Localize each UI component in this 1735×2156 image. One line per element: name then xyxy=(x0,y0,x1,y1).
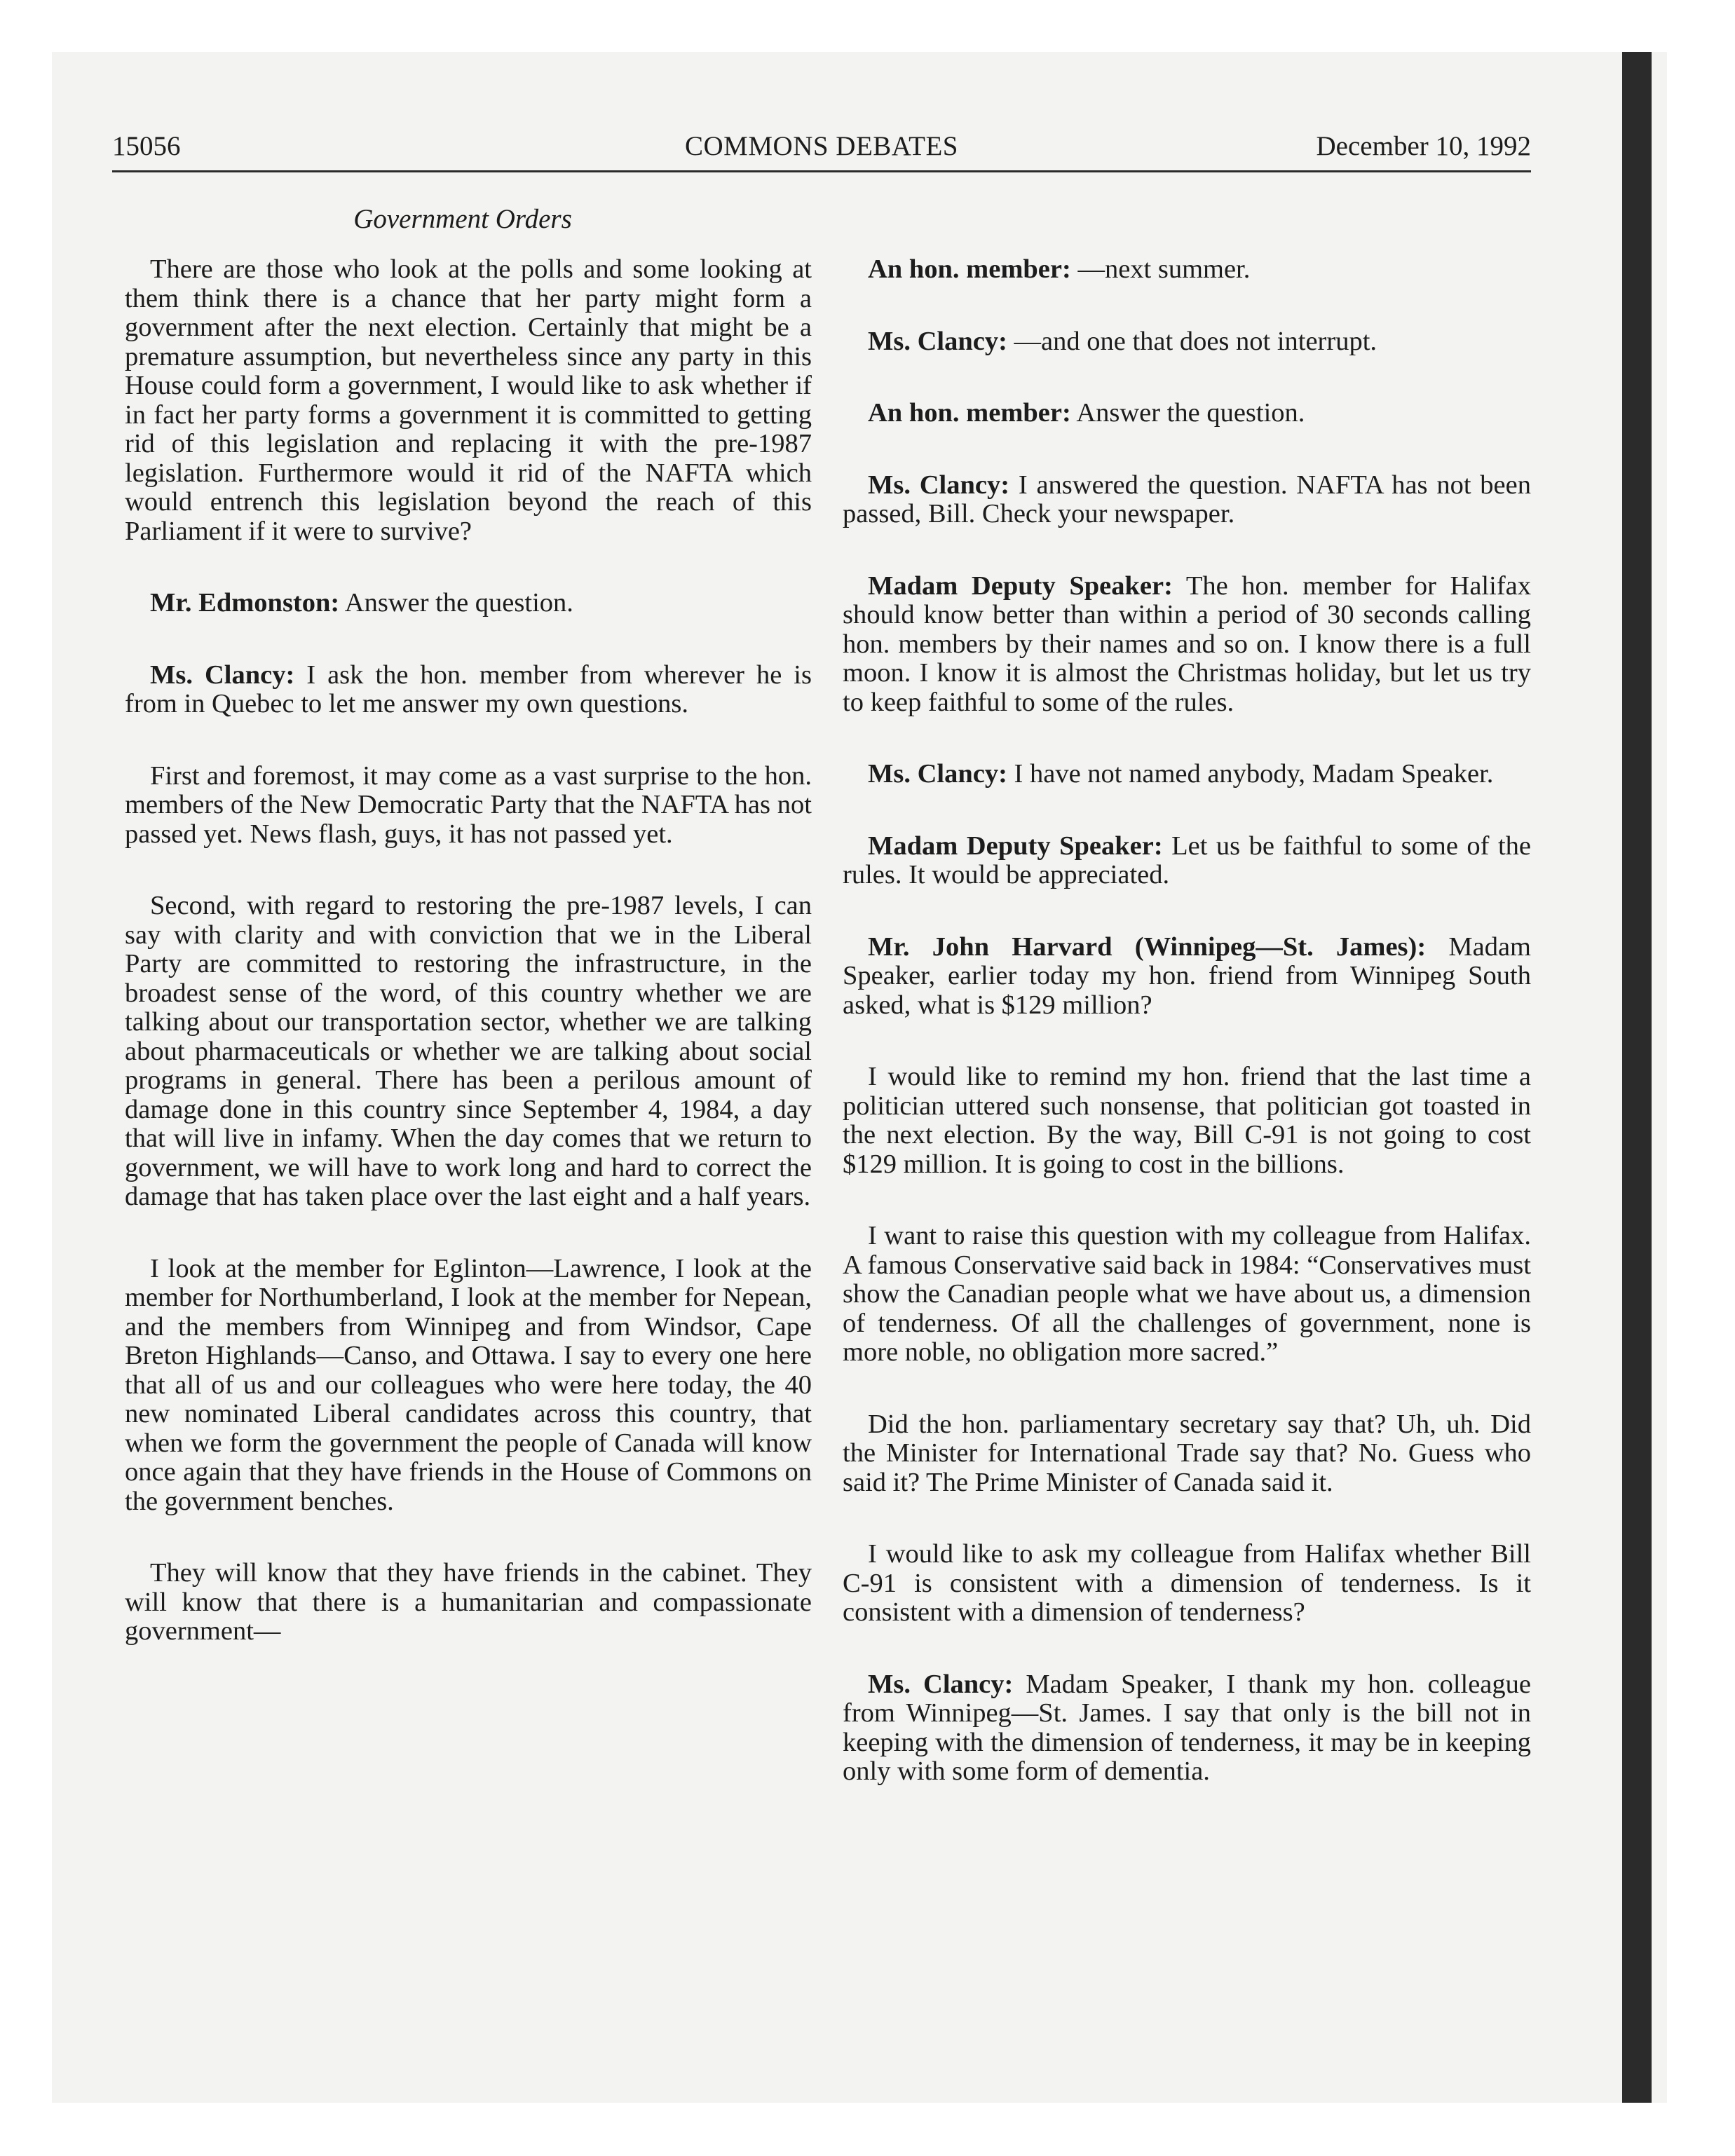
paragraph xyxy=(843,760,1531,789)
speaker-name: Mr. John Harvard (Winnipeg—St. James): xyxy=(868,932,1427,962)
paragraph xyxy=(125,589,812,618)
paragraph xyxy=(843,832,1531,890)
speech-text: Madam Speaker, earlier today my hon. friend from Winnipeg South asked, what is $129 million? xyxy=(843,932,1531,1020)
paragraph xyxy=(843,1063,1531,1179)
speech-text: Second, with regard to restoring the pre-1987 levels, I can say with clarity and with conviction that we in the Liberal Party are committed to restoring the infrastructure, in the broadest sense of the word, of this country whether we are talking about our transportation sector, whether we are talking about pharmaceuticals or whether we are talking about social programs in general. There has been a perilous amount of damage done in this country since September 4, 1984, a day that will live in infamy. When the day comes that we return to government, we will have to work long and hard to correct the damage that has taken place over the last eight and a half years. xyxy=(125,891,812,1211)
speech-text: I look at the member for Eglinton—Lawrence, I look at the member for Northumberland, I look at the member for Nepean, and the members from Winnipeg and from Windsor, Cape Breton Highlands—Canso, and Ottawa. I say to every one here that all of us and our colleagues who were here today, the 40 new nominated Liberal candidates across this country, that when we form the government the people of Canada will know once again that they have friends in the House of Commons on the government benches. xyxy=(125,1253,812,1516)
speech-text: Madam Speaker, I thank my hon. colleague from Winnipeg—St. James. I say that only is the bill not in keeping with the dimension of tenderness, it may be in keeping only with some form of dementia. xyxy=(843,1669,1531,1786)
speech-text: The hon. member for Halifax should know better than within a period of 30 seconds calling hon. members by their names and so on. I know there is a full moon. I know it is almost the Christmas holiday, but let us try to keep faithful to some of the rules. xyxy=(843,571,1531,717)
speech-text: They will know that they have friends in the cabinet. They will know that there is a humanitarian and compassionate government— xyxy=(125,1558,812,1646)
speech-text: I answered the question. NAFTA has not been passed, Bill. Check your newspaper. xyxy=(843,470,1531,528)
right-column xyxy=(843,255,1531,1787)
paragraph xyxy=(125,762,812,850)
speech-text: I would like to ask my colleague from Halifax whether Bill C-91 is consistent with a dimension of tenderness. Is it consistent with a dimension of tenderness? xyxy=(843,1539,1531,1627)
scan-edge-shadow xyxy=(1622,52,1652,2103)
speaker-name: An hon. member: xyxy=(868,398,1071,428)
speaker-name: An hon. member: xyxy=(868,254,1071,284)
paragraph xyxy=(843,572,1531,718)
publication-title: COMMONS DEBATES xyxy=(685,131,958,161)
speaker-name: Ms. Clancy: xyxy=(150,660,295,690)
paragraph xyxy=(843,1222,1531,1367)
speech-text: Did the hon. parliamentary secretary say that? Uh, uh. Did the Minister for International Trade say that? No. Guess who said it? The Prime Minister of Canada said it. xyxy=(843,1409,1531,1497)
paragraph xyxy=(843,1670,1531,1787)
paragraph xyxy=(843,1410,1531,1498)
speaker-name: Madam Deputy Speaker: xyxy=(868,571,1173,601)
speech-text: First and foremost, it may come as a vast surprise to the hon. members of the New Democratic Party that the NAFTA has not passed yet. News flash, guys, it has not passed yet. xyxy=(125,760,812,849)
paragraph xyxy=(843,933,1531,1021)
speaker-name: Madam Deputy Speaker: xyxy=(868,831,1163,861)
page-number: 15056 xyxy=(112,131,181,161)
paragraph xyxy=(843,327,1531,357)
paragraph xyxy=(843,1540,1531,1628)
paragraph xyxy=(843,255,1531,285)
paragraph xyxy=(125,1255,812,1517)
speech-text: Answer the question. xyxy=(339,588,573,618)
header-rule xyxy=(112,170,1531,172)
speaker-name: Mr. Edmonston: xyxy=(150,588,340,618)
paragraph xyxy=(843,471,1531,529)
speaker-name: Ms. Clancy: xyxy=(868,1669,1014,1699)
paragraph xyxy=(125,892,812,1212)
speaker-name: Ms. Clancy: xyxy=(868,326,1007,356)
paragraph xyxy=(125,661,812,719)
speech-text: I would like to remind my hon. friend that the last time a politician uttered such nonsense, that politician got toasted in the next election. By the way, Bill C-91 is not going to cost $129 million. It is going to cost in the billions. xyxy=(843,1062,1531,1179)
speaker-name: Ms. Clancy: xyxy=(868,759,1007,789)
speech-text: —and one that does not interrupt. xyxy=(1007,326,1377,356)
page-header xyxy=(112,130,1531,172)
speech-text: Answer the question. xyxy=(1070,398,1305,428)
paragraph xyxy=(125,255,812,546)
section-heading: Government Orders xyxy=(353,204,572,234)
speech-text: Let us be faithful to some of the rules. It would be appreciated. xyxy=(843,831,1531,889)
paragraph xyxy=(125,1559,812,1646)
paragraph xyxy=(843,399,1531,428)
speech-text: There are those who look at the polls and some looking at them think there is a chance that her party might form a government after the next election. Certainly that might be a premature assumption, but nevertheless since any party in this House could form a government, I would like to ask whether if in fact her party forms a government it is committed to getting rid of this legislation and replacing it with the pre-1987 legislation. Furthermore would it rid of the NAFTA which would entrench this legislation beyond the reach of this Parliament if it were to survive? xyxy=(125,254,812,546)
speech-text: I ask the hon. member from wherever he is from in Quebec to let me answer my own questions. xyxy=(125,660,812,718)
speech-text: I want to raise this question with my colleague from Halifax. A famous Conservative said back in 1984: “Conservatives must show the Canadian people what we have about us, a dimension of tenderness. Of all the challenges of government, none is more noble, no obligation more sacred.” xyxy=(843,1221,1531,1367)
speech-text: I have not named anybody, Madam Speaker. xyxy=(1007,759,1494,789)
speaker-name: Ms. Clancy: xyxy=(868,470,1010,500)
speech-text: —next summer. xyxy=(1070,254,1251,284)
left-column xyxy=(125,255,812,1646)
publication-date: December 10, 1992 xyxy=(1316,131,1531,161)
